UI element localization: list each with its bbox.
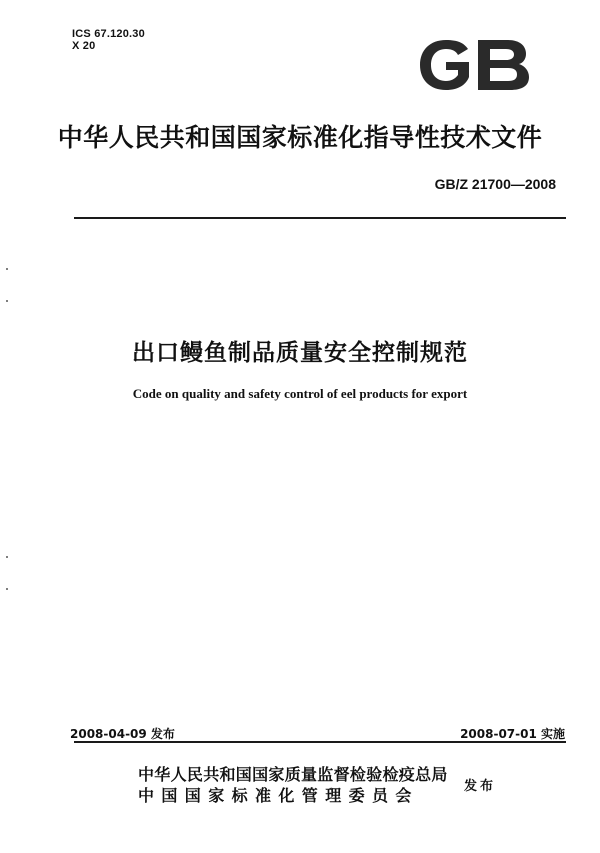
title-english: Code on quality and safety control of eel products for export — [132, 386, 468, 401]
scan-speck — [6, 300, 8, 302]
issuer-sac: 中国国家标准化管理委员会 — [138, 786, 419, 805]
issue-date: 2008-04-09 发布 — [70, 727, 175, 741]
publish-label: 发布 — [464, 779, 497, 794]
implementation-date: 2008-07-01 实施 — [460, 727, 565, 741]
standard-number: GB/Z 21700—2008 — [434, 176, 556, 192]
scan-speck — [6, 556, 8, 558]
scan-speck — [6, 268, 8, 270]
gb-logo — [416, 36, 532, 94]
classification-codes — [72, 28, 145, 52]
ics-code: ICS 67.120.30 — [72, 28, 145, 40]
document-class-heading: 中华人民共和国国家标准化指导性技术文件 — [57, 123, 543, 152]
scan-speck — [6, 588, 8, 590]
top-divider — [74, 217, 566, 219]
title-chinese: 出口鳗鱼制品质量安全控制规范 — [132, 340, 468, 366]
ccs-code: X 20 — [72, 40, 96, 52]
issuer-block — [138, 762, 518, 810]
issuer-aqsiq: 中华人民共和国国家质量监督检验检疫总局 — [138, 765, 448, 784]
bottom-divider — [74, 741, 566, 743]
